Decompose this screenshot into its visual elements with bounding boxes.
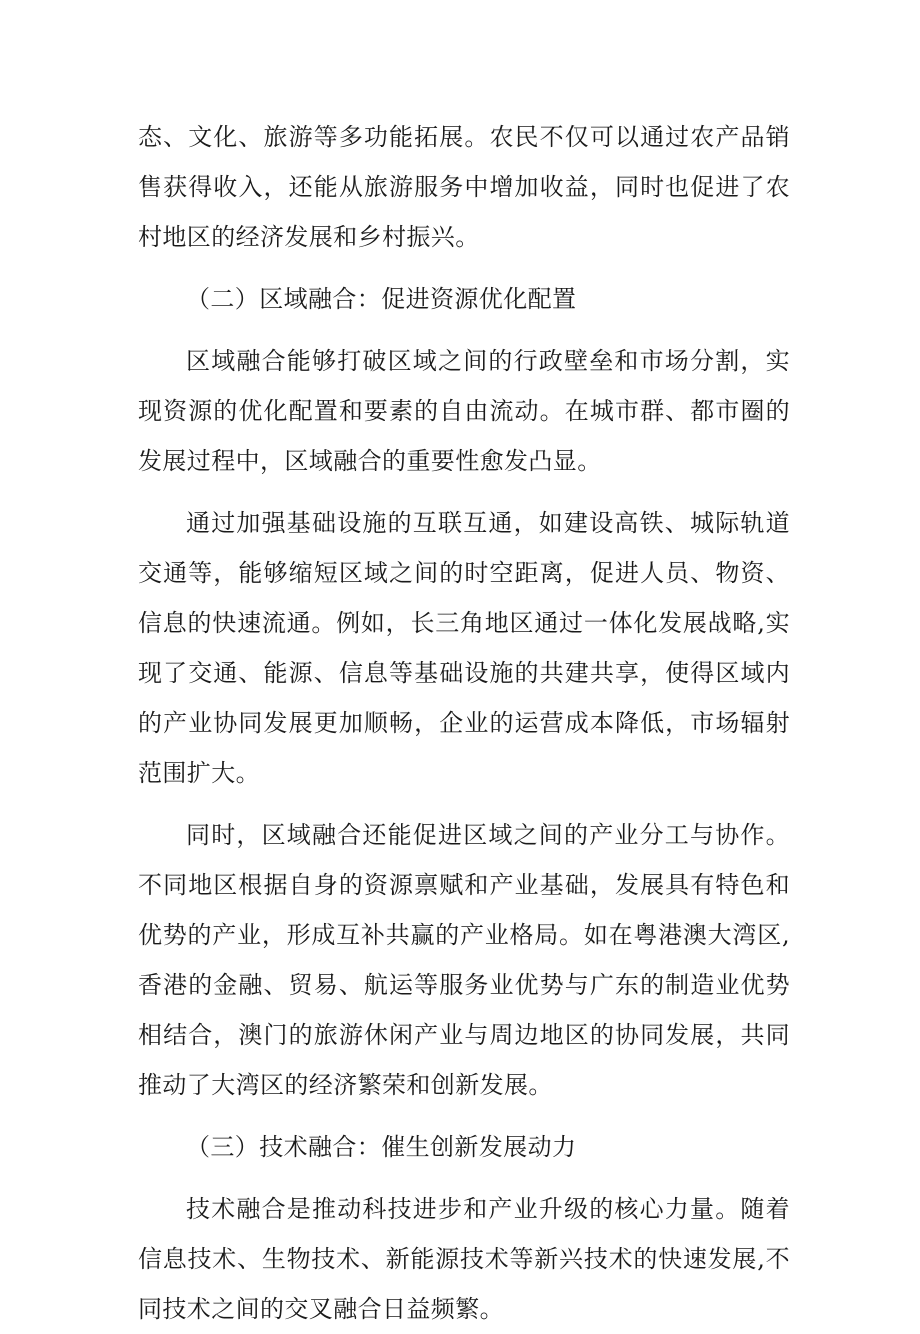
paragraph-technology-intro: 技术融合是推动科技进步和产业升级的核心力量。随着信息技术、生物技术、新能源技术等新兴技术的快速发展,不同技术之间的交叉融合日益频繁。 xyxy=(138,1195,790,1323)
paragraph-gap xyxy=(138,486,790,498)
section-heading-technology-integration: （三）技术融合：催生创新发展动力 xyxy=(186,1133,577,1161)
paragraph-continuation: 态、文化、旅游等多功能拓展。农民不仅可以通过农产品销售获得收入，还能从旅游服务中增加收益，同时也促进了农村地区的经济发展和乡村振兴。 xyxy=(138,123,790,251)
paragraph-gap xyxy=(138,324,790,336)
paragraph-regional-intro: 区域融合能够打破区域之间的行政壁垒和市场分割，实现资源的优化配置和要素的自由流动。在城市群、都市圈的发展过程中，区域融合的重要性愈发凸显。 xyxy=(138,347,790,475)
paragraph-gap xyxy=(138,1172,790,1184)
document-body xyxy=(138,112,790,1334)
paragraph-gap xyxy=(138,1110,790,1122)
section-heading-regional-integration: （二）区域融合：促进资源优化配置 xyxy=(186,285,577,313)
paragraph-industry-division: 同时，区域融合还能促进区域之间的产业分工与协作。不同地区根据自身的资源禀赋和产业基础，发展具有特色和优势的产业，形成互补共赢的产业格局。如在粤港澳大湾区,香港的金融、贸易、航运等服务业优势与广东的制造业优势相结合，澳门的旅游休闲产业与周边地区的协同发展，共同推动了大湾区的经济繁荣和创新发展。 xyxy=(138,821,790,1099)
paragraph-gap xyxy=(138,798,790,810)
paragraph-infrastructure: 通过加强基础设施的互联互通，如建设高铁、城际轨道交通等，能够缩短区域之间的时空距离，促进人员、物资、信息的快速流通。例如，长三角地区通过一体化发展战略,实现了交通、能源、信息等基础设施的共建共享，使得区域内的产业协同发展更加顺畅，企业的运营成本降低，市场辐射范围扩大。 xyxy=(138,509,790,787)
paragraph-gap xyxy=(138,262,790,274)
